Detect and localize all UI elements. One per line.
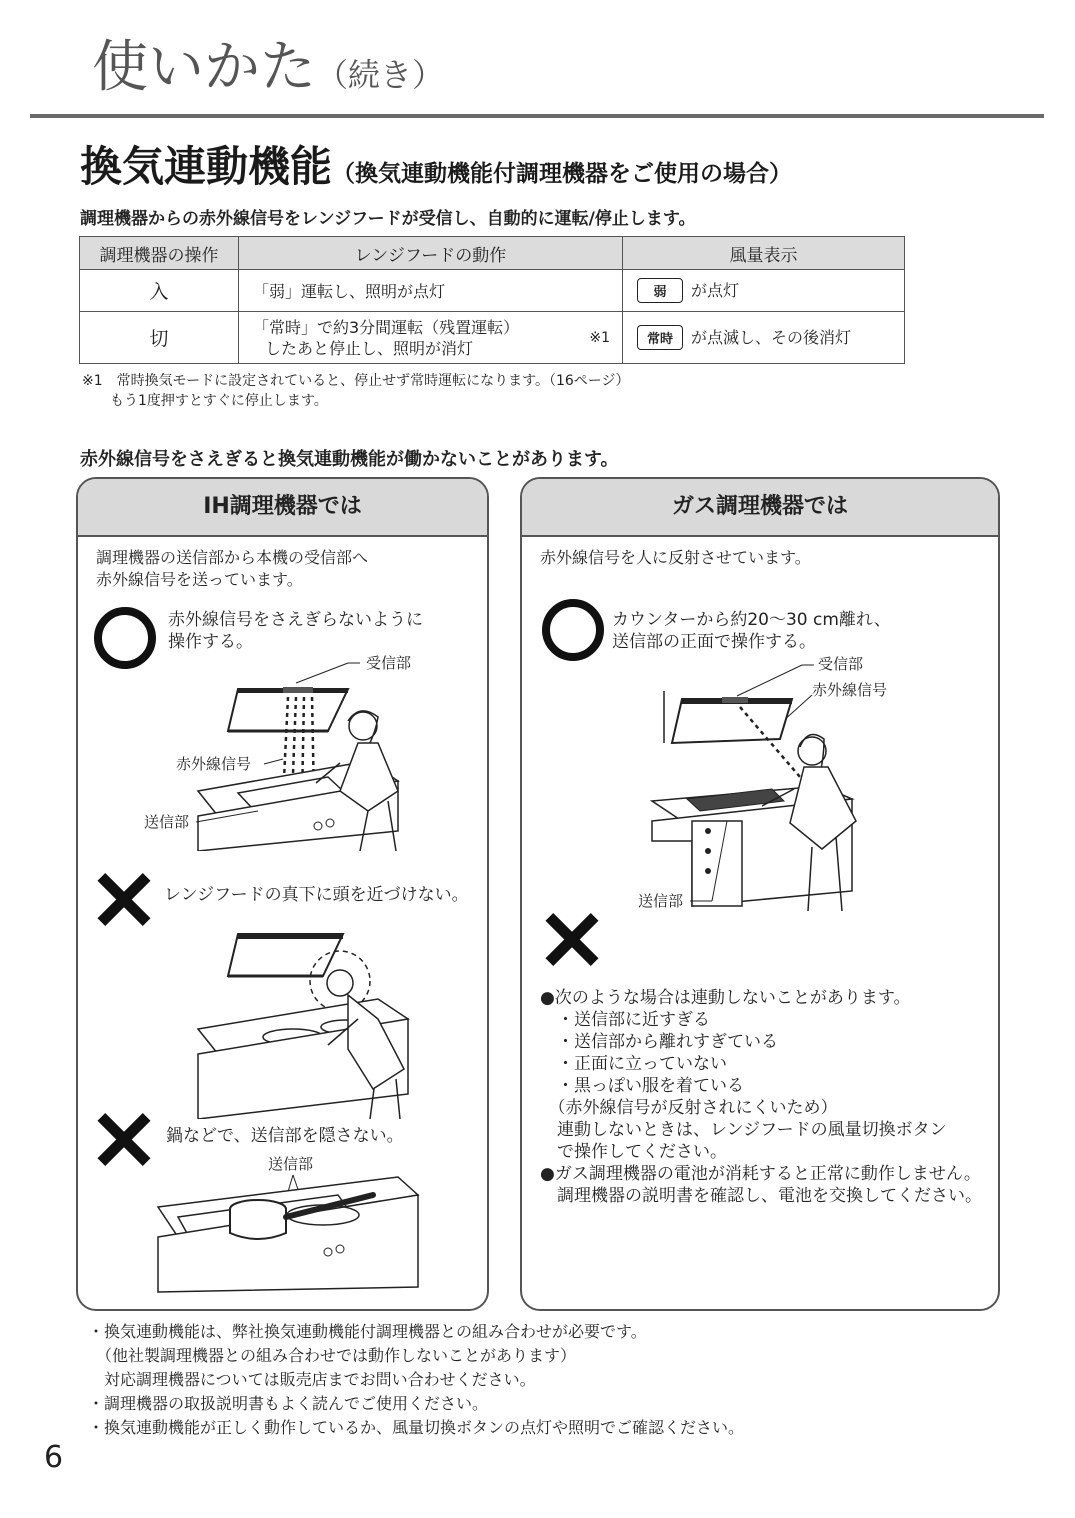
table-cell-action <box>239 270 623 312</box>
page-title <box>92 35 445 100</box>
ih-ok-line: 操作する。 <box>168 632 253 652</box>
ih-panel-title: IH調理機器では <box>78 479 487 537</box>
note-line: もう1度押すとすぐに停止します。 <box>82 393 328 409</box>
ih-desc-line: 赤外線信号を送っています。 <box>96 570 303 589</box>
gas-ok-text <box>612 609 891 653</box>
action-text: 「弱」運転し、照明が点灯 <box>253 282 446 301</box>
signal-label: 赤外線信号 <box>176 755 252 773</box>
receiver-label: 受信部 <box>818 655 864 673</box>
section-title <box>80 142 793 191</box>
operation-table <box>79 236 905 364</box>
gas-panel <box>520 477 1000 1311</box>
ng2-sender-label: 送信部 <box>268 1155 314 1173</box>
ng-note-line: で操作してください。 <box>540 1142 727 1162</box>
ih-panel <box>76 477 489 1311</box>
ng-note-line: 連動しないときは、レンジフードの風量切換ボタン <box>540 1120 947 1140</box>
signal-label: 赤外線信号 <box>812 681 888 699</box>
footnote-line: ・換気連動機能が正しく動作しているか、風量切換ボタンの点灯や照明でご確認ください。 <box>88 1418 745 1437</box>
ih-ok-line: 赤外線信号をさえぎらないように <box>168 610 423 630</box>
table-row <box>80 270 905 312</box>
ih-ng2-illustration <box>78 1147 483 1297</box>
table-header-row <box>80 237 905 270</box>
table-header-cell: 調理機器の操作 <box>80 237 239 270</box>
ng-note-line: ・送信部から離れすぎている <box>540 1032 778 1052</box>
section-intro: 調理機器からの赤外線信号をレンジフードが受信し、自動的に運転/停止します。 <box>80 209 696 229</box>
sender-label: 送信部 <box>144 813 190 831</box>
table-header-cell: レンジフードの動作 <box>239 237 623 270</box>
ih-ok-illustration <box>78 651 483 851</box>
ng-note-line: ●次のような場合は連動しないことがあります。 <box>540 988 911 1008</box>
footnote-line: 対応調理機器については販売店までお問い合わせください。 <box>88 1370 536 1389</box>
display-text: が点滅し、その後消灯 <box>691 328 852 347</box>
title-rule <box>30 114 1044 118</box>
ng-note-line: ●ガス調理機器の電池が消耗すると正常に動作しません。 <box>540 1164 981 1184</box>
level-badge: 弱 <box>637 278 683 303</box>
ih-ng1-illustration <box>78 919 483 1119</box>
footnote-line: ・調理機器の取扱説明書もよく読んでご使用ください。 <box>88 1394 489 1413</box>
gas-panel-title: ガス調理機器では <box>522 479 998 537</box>
sender-label: 送信部 <box>638 892 684 910</box>
footnote-line: （他社製調理機器との組み合わせでは動作しないことがあります） <box>88 1346 577 1365</box>
display-text: が点灯 <box>691 281 740 300</box>
table-row <box>80 312 905 364</box>
action-text-cont: したあと停止し、照明が消灯 <box>265 338 474 358</box>
ng-cross-icon <box>544 911 600 967</box>
table-cell-op: 入 <box>80 270 239 312</box>
action-text: 「常時」で約3分間運転（残置運転） <box>253 317 520 337</box>
page-title-sub: （続き） <box>316 56 445 94</box>
ng-note-line: ・送信部に近すぎる <box>540 1010 710 1030</box>
ih-desc <box>96 547 368 591</box>
receiver-label: 受信部 <box>366 654 412 672</box>
table-header-cell: 風量表示 <box>623 237 905 270</box>
table-notes <box>82 370 630 410</box>
ng-note-line: （赤外線信号が反射されにくいため） <box>540 1098 838 1118</box>
table-cell-action <box>239 312 623 364</box>
table-cell-display <box>623 312 905 364</box>
footnote-line: ・換気連動機能は、弊社換気連動機能付調理機器との組み合わせが必要です。 <box>88 1322 647 1341</box>
level-badge: 常時 <box>637 325 683 350</box>
gas-ok-illustration <box>522 651 994 931</box>
section-title-main: 換気連動機能 <box>80 142 333 191</box>
ng-note-line: 調理機器の説明書を確認し、電池を交換してください。 <box>540 1186 982 1206</box>
gas-ok-line: 送信部の正面で操作する。 <box>612 632 816 652</box>
gas-ok-line: カウンターから約20〜30 cm離れ、 <box>612 610 891 630</box>
warning-heading: 赤外線信号をさえぎると換気連動機能が働かないことがあります。 <box>80 449 619 470</box>
ih-desc-line: 調理機器の送信部から本機の受信部へ <box>96 548 369 567</box>
ih-ng1-text: レンジフードの真下に頭を近づけない。 <box>164 885 469 905</box>
ih-ng2-text: 鍋などで、送信部を隠さない。 <box>166 1126 404 1146</box>
footnotes <box>88 1320 744 1440</box>
table-cell-display <box>623 270 905 312</box>
ng-note-line: ・正面に立っていない <box>540 1054 727 1074</box>
ih-ok-text <box>168 609 423 653</box>
section-subtitle: （換気連動機能付調理機器をご使用の場合） <box>332 161 793 187</box>
note-line: ※1 常時換気モードに設定されていると、停止せず常時運転になります。（16ページ） <box>82 373 630 389</box>
ng-note-line: ・黒っぽい服を着ている <box>540 1076 744 1096</box>
footnote-mark: ※1 <box>589 330 610 346</box>
gas-ng-notes <box>540 987 982 1207</box>
gas-desc: 赤外線信号を人に反射させています。 <box>540 548 811 567</box>
page-title-main: 使いかた <box>92 35 316 100</box>
page-number: 6 <box>44 1440 64 1475</box>
table-cell-op: 切 <box>80 312 239 364</box>
